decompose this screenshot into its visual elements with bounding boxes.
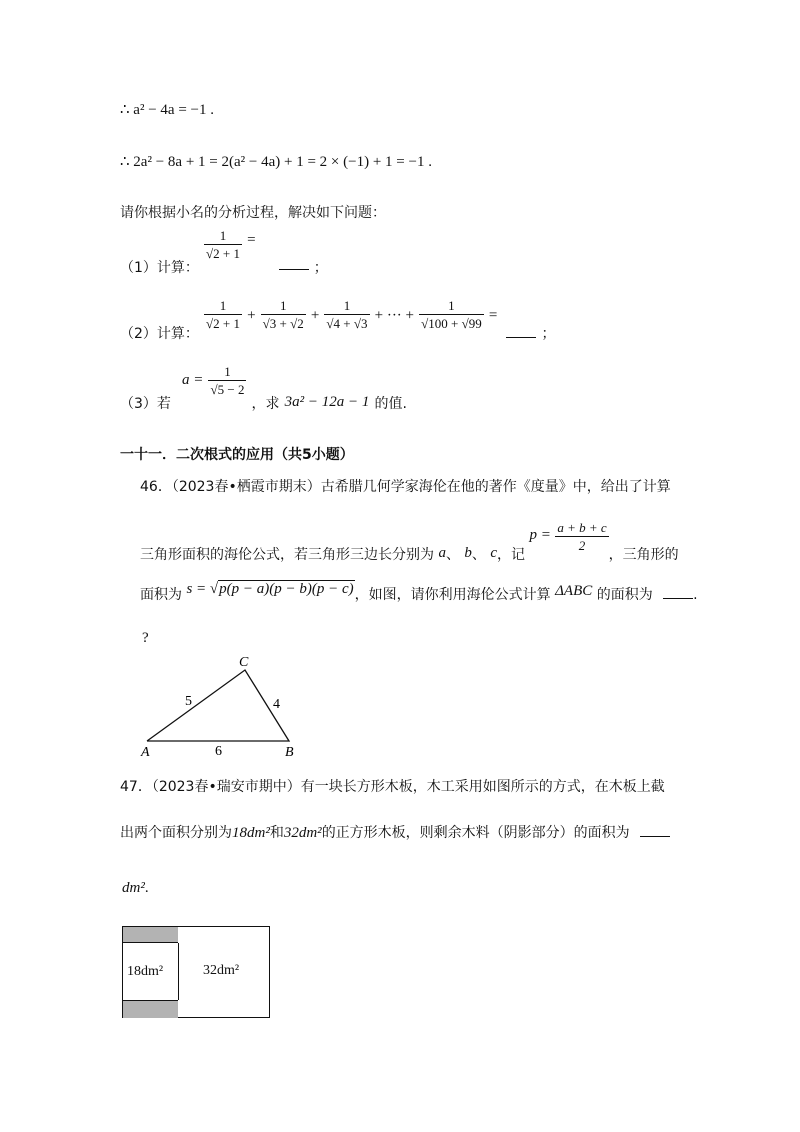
q3-fraction: $\frac{1}{√5 - 2}$ (210, 364, 245, 397)
therefore-line-1: ∴ a² − 4a = −1 . (120, 102, 214, 118)
problem-number: 47． (120, 779, 152, 795)
q2-answer-blank[interactable] (506, 325, 536, 338)
instruction-text: 请你根据小名的分析过程，解决如下问题： (120, 205, 386, 221)
q2-term-2: $\frac{1}{√3 + √2}$ (262, 298, 304, 331)
triangle-outline (147, 670, 289, 741)
p47-answer-blank[interactable] (640, 824, 670, 837)
problem-source: （2023春•栖霞市期末） (171, 479, 321, 495)
unit-line: dm². (122, 880, 149, 896)
q1-fraction: $\frac{1}{√2 + 1}$ (206, 228, 240, 261)
q2-term-4: $\frac{1}{√100 + √99}$ (421, 298, 482, 331)
wood-board-figure (122, 926, 270, 1018)
problem-47-line-2: 出两个面积分别为18dm²和32dm²的正方形木板，则剩余木料（阴影部分）的面积为 (120, 822, 670, 842)
large-square-label: 32dm² (203, 963, 240, 978)
side-ab-label: 6 (215, 744, 222, 759)
q1-answer-blank[interactable] (279, 257, 309, 270)
q2-label: （2）计算： (120, 325, 199, 342)
shaded-strip-top (123, 927, 178, 943)
vertex-a-label: A (141, 745, 150, 760)
side-bc-label: 4 (273, 697, 280, 712)
problem-46-line-2: 三角形面积的海伦公式，若三角形三边长分别为 a、 b、 c，记 p = $\frac{a + b + c}{2}$ ，三角形的 (140, 520, 679, 563)
q3-label: （3）若 (120, 395, 171, 412)
problem-source: （2023春•瑞安市期中） (151, 779, 301, 795)
vertex-b-label: B (285, 745, 294, 760)
therefore-line-2: ∴ 2a² − 8a + 1 = 2(a² − 4a) + 1 = 2 × (−1) + 1 = −1 . (120, 154, 432, 170)
q2-term-1: $\frac{1}{√2 + 1}$ (206, 298, 240, 331)
question-2: （2）计算： $\frac{1}{√2 + 1}$ + $\frac{1}{√3 + √2}$ + $\frac{1}{√4 + √3}$ + ··· + $\frac{1}{√100 + √99}$ = ； (120, 298, 556, 342)
q1-label: （1）计算： (120, 259, 199, 276)
heron-formula: s = √p(p − a)(p − b)(p − c) (186, 581, 354, 597)
problem-46-line-3: 面积为 s = √p(p − a)(p − b)(p − c)，如图，请你利用海伦公式计算 ΔABC 的面积为 . (140, 581, 698, 603)
question-3: （3）若 a = $\frac{1}{√5 - 2}$ ，求 3a² − 12a − 1 的值. (120, 364, 407, 412)
problem-47-line-1: 47．（2023春•瑞安市期中）有一块长方形木板，木工采用如图所示的方式，在木板上截 (120, 779, 665, 795)
triangle-figure (135, 650, 305, 760)
problem-number: 46． (140, 479, 172, 495)
question-mark: ? (142, 630, 149, 646)
side-ac-label: 5 (185, 694, 192, 709)
problem-46-line-1: 46．（2023春•栖霞市期末）古希腊几何学家海伦在他的著作《度量》中，给出了计算 (140, 479, 671, 495)
p-definition-fraction: $\frac{a + b + c}{2}$ (557, 520, 607, 553)
section-heading: 一十一．二次根式的应用（共5小题） (120, 447, 354, 463)
small-square-label: 18dm² (127, 964, 164, 979)
vertex-c-label: C (239, 655, 249, 670)
p46-answer-blank[interactable] (663, 586, 693, 599)
q2-term-3: $\frac{1}{√4 + √3}$ (326, 298, 368, 331)
shaded-strip-bottom (123, 1000, 178, 1018)
question-1: （1）计算： $\frac{1}{√2 + 1}$ = ； (120, 228, 328, 276)
